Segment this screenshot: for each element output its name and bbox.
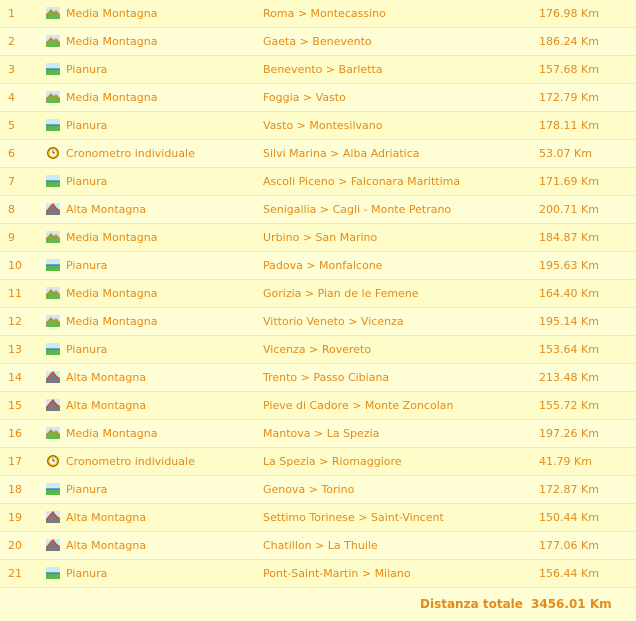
stage-number: 21	[8, 567, 22, 580]
stage-type: Media Montagna	[66, 91, 158, 104]
stage-route: Gorizia > Pian de le Femene	[263, 287, 419, 300]
stage-type: Media Montagna	[66, 287, 158, 300]
stage-type: Alta Montagna	[66, 399, 147, 412]
stage-type: Media Montagna	[66, 315, 158, 328]
pianura-icon	[46, 63, 60, 75]
stage-type: Media Montagna	[66, 231, 158, 244]
media-montagna-icon	[46, 35, 60, 47]
stage-row	[0, 84, 636, 112]
stage-number: 4	[8, 91, 15, 104]
stage-distance: 171.69 Km	[539, 175, 599, 188]
stage-route: La Spezia > Riomaggiore	[263, 455, 402, 468]
stage-distance: 200.71 Km	[539, 203, 599, 216]
pianura-icon	[46, 343, 60, 355]
stage-type: Alta Montagna	[66, 539, 147, 552]
stage-number: 11	[8, 287, 22, 300]
stage-route: Mantova > La Spezia	[263, 427, 380, 440]
stage-number: 18	[8, 483, 22, 496]
stage-distance: 150.44 Km	[539, 511, 599, 524]
pianura-icon	[46, 175, 60, 187]
stage-number: 12	[8, 315, 22, 328]
stage-row	[0, 364, 636, 392]
stage-number: 10	[8, 259, 22, 272]
stage-row	[0, 168, 636, 196]
alta-montagna-icon	[46, 399, 60, 411]
stage-number: 19	[8, 511, 22, 524]
stage-row	[0, 308, 636, 336]
stage-number: 14	[8, 371, 22, 384]
total-row	[0, 588, 636, 621]
stage-distance: 186.24 Km	[539, 35, 599, 48]
stage-type: Media Montagna	[66, 35, 158, 48]
stage-distance: 177.06 Km	[539, 539, 599, 552]
stage-number: 8	[8, 203, 15, 216]
stage-route: Senigallia > Cagli - Monte Petrano	[263, 203, 452, 216]
stage-route: Gaeta > Benevento	[263, 35, 372, 48]
stage-type: Pianura	[66, 259, 108, 272]
stage-number: 6	[8, 147, 15, 160]
alta-montagna-icon	[46, 539, 60, 551]
alta-montagna-icon	[46, 511, 60, 523]
stage-distance: 156.44 Km	[539, 567, 599, 580]
stage-row	[0, 420, 636, 448]
media-montagna-icon	[46, 315, 60, 327]
stage-route: Silvi Marina > Alba Adriatica	[263, 147, 420, 160]
stage-distance: 197.26 Km	[539, 427, 599, 440]
pianura-icon	[46, 483, 60, 495]
stage-row	[0, 392, 636, 420]
stage-type: Pianura	[66, 343, 108, 356]
stage-route: Chatillon > La Thuile	[263, 539, 378, 552]
stage-number: 20	[8, 539, 22, 552]
stage-type: Pianura	[66, 175, 108, 188]
stage-row	[0, 196, 636, 224]
stage-type: Alta Montagna	[66, 371, 147, 384]
stage-distance: 184.87 Km	[539, 231, 599, 244]
media-montagna-icon	[46, 427, 60, 439]
stage-type: Media Montagna	[66, 427, 158, 440]
stage-distance: 53.07 Km	[539, 147, 592, 160]
stage-type: Cronometro individuale	[66, 147, 195, 160]
stage-row	[0, 280, 636, 308]
stage-route: Foggia > Vasto	[263, 91, 346, 104]
stage-type: Pianura	[66, 567, 108, 580]
stage-number: 5	[8, 119, 15, 132]
stage-number: 2	[8, 35, 15, 48]
pianura-icon	[46, 119, 60, 131]
media-montagna-icon	[46, 231, 60, 243]
stage-distance: 172.79 Km	[539, 91, 599, 104]
stage-route: Padova > Monfalcone	[263, 259, 383, 272]
stage-type: Cronometro individuale	[66, 455, 195, 468]
stage-distance: 155.72 Km	[539, 399, 599, 412]
stage-row	[0, 112, 636, 140]
stage-route: Vicenza > Rovereto	[263, 343, 372, 356]
stage-distance: 213.48 Km	[539, 371, 599, 384]
stage-route: Trento > Passo Cibiana	[263, 371, 390, 384]
stage-route: Pieve di Cadore > Monte Zoncolan	[263, 399, 454, 412]
cronometro-icon	[46, 147, 60, 159]
stage-row	[0, 0, 636, 28]
stage-distance: 176.98 Km	[539, 7, 599, 20]
stage-route: Urbino > San Marino	[263, 231, 378, 244]
stage-distance: 195.14 Km	[539, 315, 599, 328]
stage-route: Roma > Montecassino	[263, 7, 386, 20]
stage-distance: 178.11 Km	[539, 119, 599, 132]
stage-row	[0, 560, 636, 588]
stage-type: Pianura	[66, 483, 108, 496]
media-montagna-icon	[46, 287, 60, 299]
stage-number: 13	[8, 343, 22, 356]
media-montagna-icon	[46, 91, 60, 103]
stage-number: 3	[8, 63, 15, 76]
stage-route: Genova > Torino	[263, 483, 355, 496]
alta-montagna-icon	[46, 371, 60, 383]
stage-route: Benevento > Barletta	[263, 63, 383, 76]
stage-distance: 164.40 Km	[539, 287, 599, 300]
stage-number: 7	[8, 175, 15, 188]
cronometro-icon	[46, 455, 60, 467]
stage-distance: 41.79 Km	[539, 455, 592, 468]
stage-row	[0, 252, 636, 280]
stage-distance: 157.68 Km	[539, 63, 599, 76]
alta-montagna-icon	[46, 203, 60, 215]
stage-type: Alta Montagna	[66, 203, 147, 216]
total-distance-value: 3456.01 Km	[531, 597, 612, 611]
total-distance-label: Distanza totale	[420, 597, 523, 611]
stage-route: Ascoli Piceno > Falconara Marittima	[263, 175, 461, 188]
stage-row	[0, 56, 636, 84]
stage-type: Pianura	[66, 119, 108, 132]
stage-row	[0, 336, 636, 364]
stage-type: Media Montagna	[66, 7, 158, 20]
stage-type: Pianura	[66, 63, 108, 76]
stage-row	[0, 28, 636, 56]
stage-distance: 153.64 Km	[539, 343, 599, 356]
stage-type: Alta Montagna	[66, 511, 147, 524]
stage-row	[0, 476, 636, 504]
stage-row	[0, 224, 636, 252]
media-montagna-icon	[46, 7, 60, 19]
stage-number: 15	[8, 399, 22, 412]
stage-row	[0, 140, 636, 168]
pianura-icon	[46, 259, 60, 271]
stage-distance: 172.87 Km	[539, 483, 599, 496]
stage-route: Pont-Saint-Martin > Milano	[263, 567, 411, 580]
stage-number: 17	[8, 455, 22, 468]
stage-row	[0, 504, 636, 532]
stage-route: Settimo Torinese > Saint-Vincent	[263, 511, 444, 524]
stage-number: 9	[8, 231, 15, 244]
stage-row	[0, 532, 636, 560]
stage-route: Vittorio Veneto > Vicenza	[263, 315, 404, 328]
stage-row	[0, 448, 636, 476]
pianura-icon	[46, 567, 60, 579]
stage-number: 1	[8, 7, 15, 20]
stage-distance: 195.63 Km	[539, 259, 599, 272]
stage-number: 16	[8, 427, 22, 440]
stage-route: Vasto > Montesilvano	[263, 119, 383, 132]
